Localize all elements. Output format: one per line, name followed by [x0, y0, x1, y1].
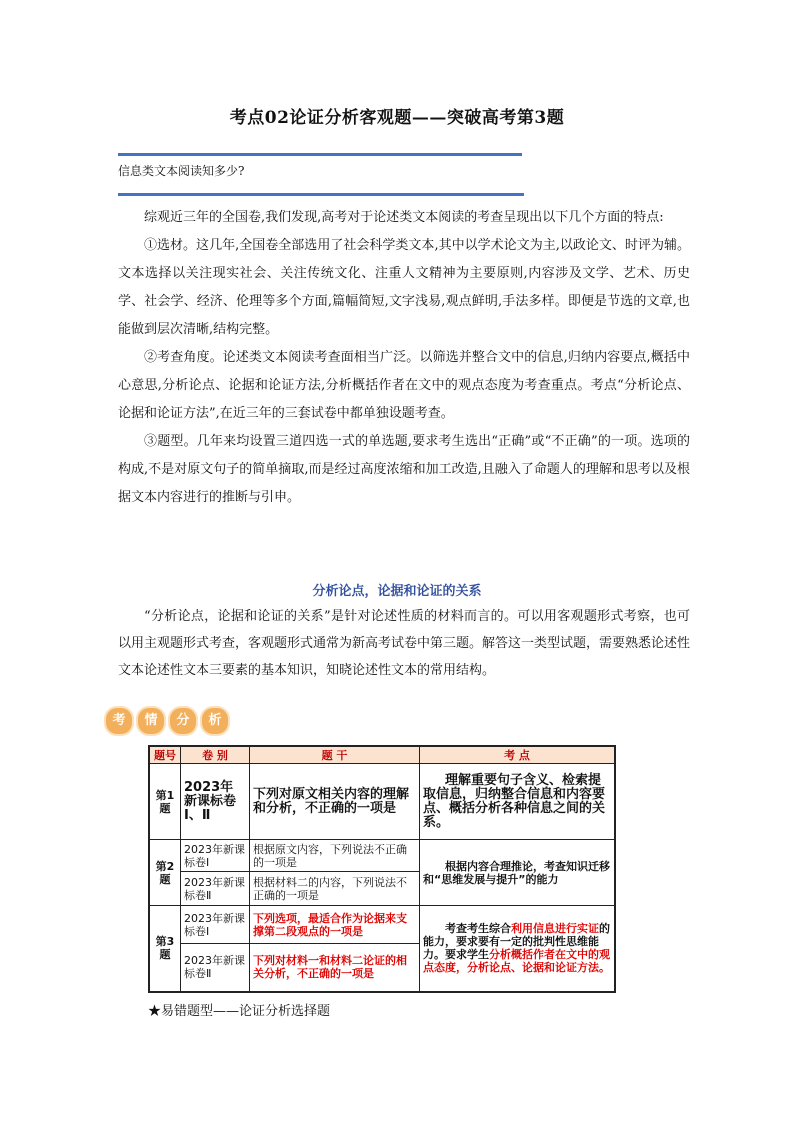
section-paragraph: “分析论点，论据和论证的关系”是针对论述性质的材料而言的。可以用客观题形式考察，也可以用主观题形式考查，客观题形式通常为新高考试卷中第三题。解答这一类型试题，需要熟悉论述性文本论述性文本三要素的基本知识，知晓论述性文本的常用结构。 [118, 609, 691, 678]
paragraph-intro: 综观近三年的全国卷,我们发现,高考对于论述类文本阅读的考查呈现出以下几个方面的特点: [144, 210, 664, 225]
table-header-row [149, 746, 615, 764]
paragraph-type: ③题型。几年来均设置三道四选一式的单选题,要求考生选出“正确”或“不正确”的一项。选项的构成,不是对原文句子的简单摘取,而是经过高度浓缩和加工改造,且融入了命题人的理解和思考以及根据文本内容进行的推断与引申。 [118, 434, 690, 505]
question-number: 第3题 [149, 906, 181, 992]
volume-cell: 2023年新课标卷Ⅱ [181, 872, 250, 906]
bottom-rule [118, 193, 524, 196]
stem-cell: 根据原文内容，下列说法不正确的一项是 [250, 840, 420, 872]
exam-analysis-badge [104, 706, 232, 736]
col-header: 卷 别 [181, 746, 250, 764]
table-row [149, 840, 615, 872]
col-header: 考 点 [420, 746, 616, 764]
stem-cell: 根据材料二的内容，下列说法不正确的一项是 [250, 872, 420, 906]
question-number: 第2题 [149, 840, 181, 906]
footer-note: ★易错题型——论证分析选择题 [148, 1004, 331, 1019]
stem-cell: 下列选项，最适合作为论据来支撑第二段观点的一项是 [250, 906, 420, 944]
point-text: 考查考生综合 [445, 922, 511, 936]
point-text: 的能力，要求要有一定的批判性思维能力。要求学生 [423, 922, 610, 962]
point-cell: 理解重要句子含义、检索提取信息，归纳整合信息和内容要点、概括分析各种信息之间的关系。 [420, 764, 616, 840]
badge-char: 分 [168, 706, 198, 736]
exam-table [148, 745, 616, 993]
question-number: 第1题 [149, 764, 181, 840]
stem-cell: 下列对材料一和材料二论证的相关分析，不正确的一项是 [250, 944, 420, 992]
section-heading: 分析论点，论据和论证的关系 [312, 584, 482, 599]
col-header: 题号 [149, 746, 181, 764]
volume-cell: 2023年新课标卷Ⅰ、Ⅱ [181, 764, 250, 840]
point-highlight: 分析概括作者在文中的观点态度，分析论点、论据和论证方法。 [423, 948, 610, 975]
volume-cell: 2023年新课标卷Ⅱ [181, 944, 250, 992]
paragraph-angle: ②考查角度。论述类文本阅读考查面相当广泛。以筛选并整合文中的信息,归纳内容要点,概括中心意思,分析论点、论据和论证方法,分析概括作者在文中的观点态度为考查重点。考点“分析论点、论据和论证方法”,在近三年的三套试卷中都单独设题考查。 [118, 350, 690, 421]
table-row [149, 906, 615, 944]
badge-char: 情 [136, 706, 166, 736]
section-body [118, 603, 690, 684]
table-row [149, 764, 615, 840]
point-highlight: 利用信息进行实证 [511, 922, 599, 936]
volume-cell: 2023年新课标卷Ⅰ [181, 906, 250, 944]
page-title: 考点02论证分析客观题——突破高考第3题 [229, 108, 565, 128]
top-rule [118, 153, 522, 156]
volume-cell: 2023年新课标卷Ⅰ [181, 840, 250, 872]
badge-char: 考 [104, 706, 134, 736]
subtitle: 信息类文本阅读知多少? [118, 164, 245, 178]
point-cell [420, 906, 616, 992]
point-cell: 根据内容合理推论，考查知识迁移和“思维发展与提升”的能力 [420, 840, 616, 906]
badge-char: 析 [200, 706, 230, 736]
intro-body [118, 204, 690, 512]
col-header: 题 干 [250, 746, 420, 764]
stem-cell: 下列对原文相关内容的理解和分析，不正确的一项是 [250, 764, 420, 840]
paragraph-material: ①选材。这几年,全国卷全部选用了社会科学类文本,其中以学术论文为主,以政论文、时评为辅。文本选择以关注现实社会、关注传统文化、注重人文精神为主要原则,内容涉及文学、艺术、历史学、社会学、经济、伦理等多个方面,篇幅简短,文字浅易,观点鲜明,手法多样。即便是节选的文章,也能做到层次清晰,结构完整。 [118, 238, 690, 337]
